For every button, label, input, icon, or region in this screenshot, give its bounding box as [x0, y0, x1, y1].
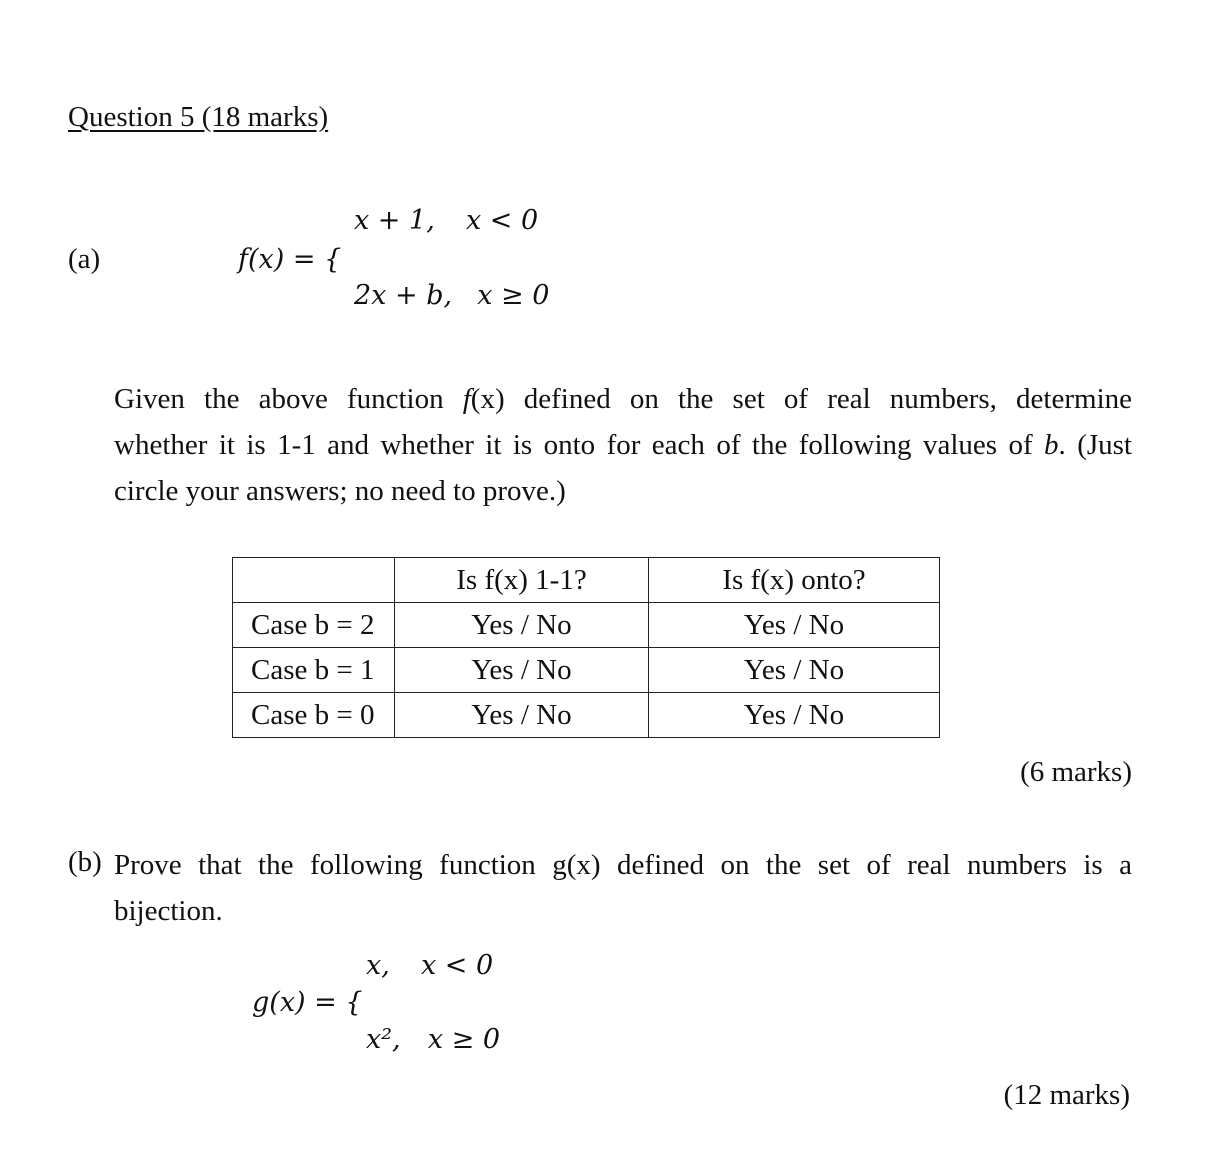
part-b-prompt — [114, 842, 1132, 934]
one-to-one-answer[interactable]: Yes / No — [395, 603, 649, 648]
f-function-lhs — [238, 244, 341, 275]
case-label: Case b = 2 — [233, 603, 395, 648]
instructions-line-3: circle your answers; no need to prove.) — [114, 475, 566, 507]
f-case2-expr: 2x + b, — [354, 280, 453, 311]
part-b-marks: (12 marks) — [1003, 1079, 1130, 1111]
answer-table — [232, 557, 940, 738]
g-case2-condition: x ≥ 0 — [427, 1024, 501, 1055]
case-label: Case b = 0 — [233, 693, 395, 738]
g-case2-expression — [366, 1024, 500, 1055]
onto-answer[interactable]: Yes / No — [649, 693, 940, 738]
f-case1-condition: x < 0 — [465, 205, 539, 236]
onto-answer[interactable]: Yes / No — [649, 648, 940, 693]
instructions-line-2: whether it is 1-1 and whether it is onto for each of the following values of b. (Just — [114, 429, 1132, 461]
f-case2-condition: x ≥ 0 — [477, 280, 550, 311]
g-case1-expression — [366, 950, 493, 981]
part-a-label: (a) — [68, 243, 101, 275]
g-case1-expr: x, — [366, 950, 390, 981]
f-case1-expr: x + 1, — [354, 205, 435, 236]
instructions-line-1: Given the above function f(x) defined on the set of real numbers, determine — [114, 383, 1132, 415]
case-label: Case b = 1 — [233, 648, 395, 693]
part-b-prompt-line-2: bijection. — [114, 895, 223, 927]
f-lhs-text: f(x) = { — [238, 244, 342, 275]
g-case2-expr: x², — [366, 1024, 401, 1055]
table-row — [233, 693, 940, 738]
part-b-label: (b) — [68, 846, 102, 878]
question-title: Question 5 (18 marks) — [68, 101, 329, 133]
part-b-prompt-line-1: Prove that the following function g(x) defined on the set of real numbers is a — [114, 849, 1132, 881]
part-a-marks: (6 marks) — [1020, 756, 1132, 788]
table-row — [233, 648, 940, 693]
one-to-one-answer[interactable]: Yes / No — [395, 693, 649, 738]
f-case1-expression — [354, 205, 538, 236]
table-header-onto: Is f(x) onto? — [649, 558, 940, 603]
g-case1-condition: x < 0 — [421, 950, 494, 981]
onto-answer[interactable]: Yes / No — [649, 603, 940, 648]
table-header-one-to-one: Is f(x) 1-1? — [395, 558, 649, 603]
g-lhs-text: g(x) = { — [252, 987, 363, 1018]
f-case2-expression — [354, 280, 549, 311]
table-header-row — [233, 558, 940, 603]
table-header-empty — [233, 558, 395, 603]
part-a-instructions — [114, 376, 1132, 514]
g-function-lhs — [252, 987, 363, 1018]
one-to-one-answer[interactable]: Yes / No — [395, 648, 649, 693]
table-row — [233, 603, 940, 648]
